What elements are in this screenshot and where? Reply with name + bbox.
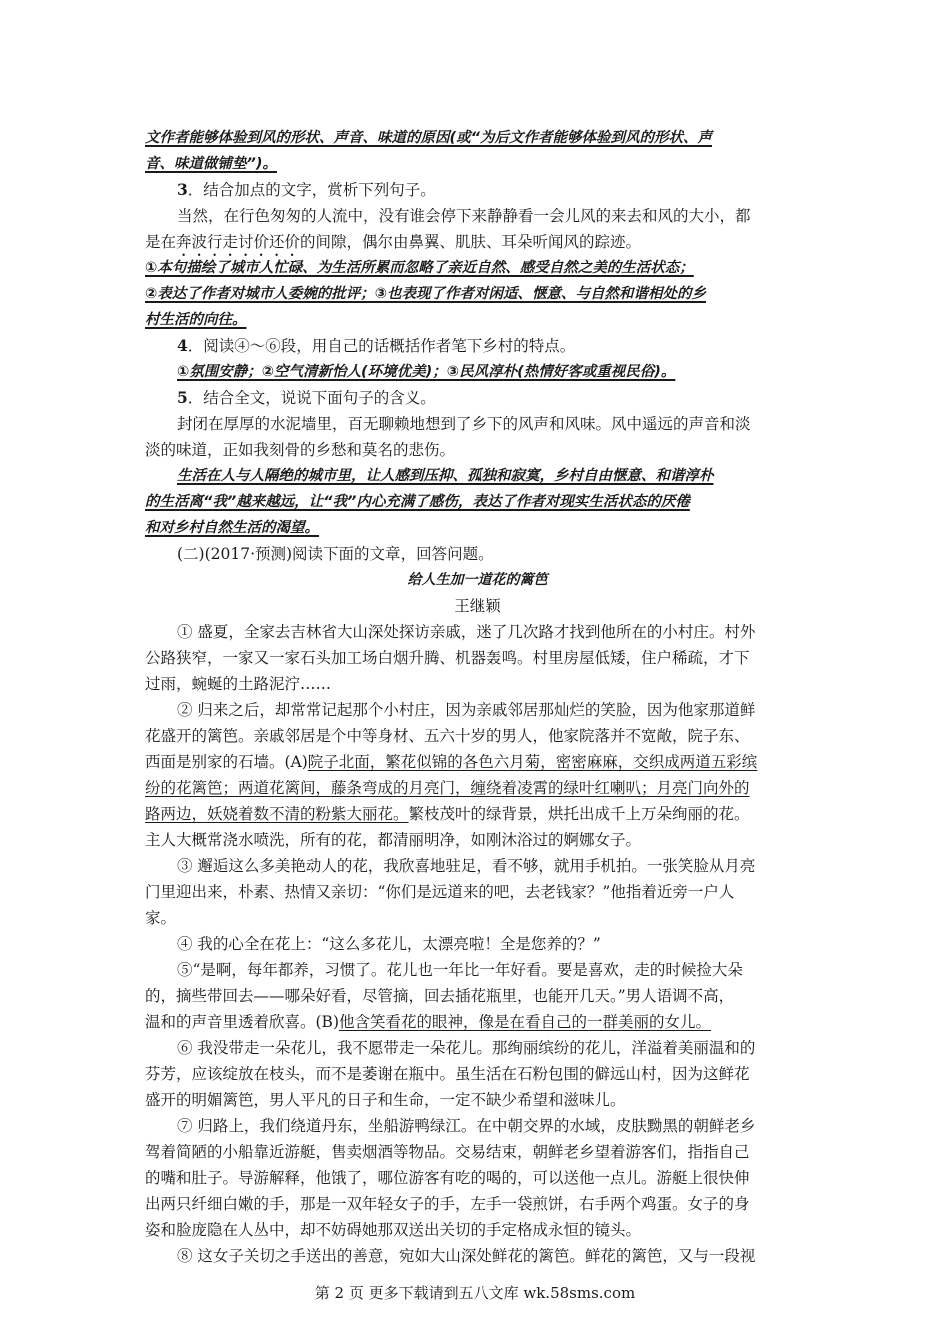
- quoted-sentence-line: 当然，在行色匆匆的人流中，没有谁会停下来静静看一会儿风的来去和风的大小，都: [177, 207, 751, 225]
- question-number: 4: [177, 336, 188, 355]
- paragraph-line: ⑤“是啊，每年都养，习惯了。花儿也一年比一年好看。要是喜欢，走的时候捡大朵: [177, 961, 743, 979]
- paragraph-line: 家。: [145, 909, 177, 927]
- paragraph-line: 姿和脸庞隐在人丛中，却不妨碍她那双送出关切的手定格成永恒的镜头。: [145, 1221, 642, 1239]
- question-number: 5: [177, 388, 188, 407]
- question-text: ．阅读④～⑥段，用自己的话概括作者笔下乡村的特点。: [187, 337, 576, 355]
- paragraph-line: ⑧ 这女子关切之手送出的善意，宛如大山深处鲜花的篱笆。鲜花的篱笆，又与一段视: [177, 1247, 756, 1265]
- paragraph-line: ③ 邂逅这么多美艳动人的花，我欣喜地驻足，看不够，就用手机拍。一张笑脸从月亮: [177, 857, 756, 875]
- answer-line: 文作者能够体验到风的形状、声音、味道的原因(或“为后文作者能够体验到风的形状、声: [145, 130, 712, 146]
- sentence-part: 繁枝茂叶的绿背景，烘托出成千上万朵绚丽的花。: [408, 805, 750, 823]
- dotted-emphasis-text: 奔波行走讨价还价: [176, 233, 301, 251]
- sentence-part: 温和的声音里透着欣喜。(B): [145, 1013, 339, 1031]
- paragraph-line: 公路狭窄，一家又一家石头加工场白烟升腾、机器轰鸣。村里房屋低矮，住户稀疏，才下: [145, 649, 750, 667]
- article-body: [145, 619, 810, 1269]
- answer-continuation: [145, 125, 810, 177]
- paragraph-line: 花盛开的篱笆。亲戚邻居是个中等身材、五六十岁的男人，他家院落并不宽敞，院子东、: [145, 727, 750, 745]
- paragraph-line: 主人大概常浇水喷洗，所有的花，都清丽明净，如刚沐浴过的婀娜女子。: [145, 831, 642, 849]
- question-text: ．结合全文，说说下面句子的含义。: [187, 389, 436, 407]
- question-3-prompt: [145, 177, 810, 203]
- paragraph-line: ① 盛夏，全家去吉林省大山深处探访亲戚，迷了几次路才找到他所在的小村庄。村外: [177, 623, 756, 641]
- paragraph-line: 芬芳，应该绽放在枝头，而不是萎谢在瓶中。虽生活在石粉包围的僻远山村，因为这鲜花: [145, 1065, 750, 1083]
- section-2-header: [145, 541, 810, 619]
- underlined-sentence-a: 路两边，妖娆着数不清的粉紫大丽花。: [145, 805, 409, 823]
- article-title: 给人生加一道花的篱笆: [407, 572, 548, 588]
- question-4-prompt: [145, 333, 810, 359]
- sentence-part: 的间隙，偶尔由鼻翼、肌肤、耳朵听闻风的踪迹。: [300, 233, 642, 251]
- quoted-sentence-line: [145, 229, 810, 255]
- paragraph-line: ⑦ 归路上，我们绕道丹东，坐船游鸭绿江。在中朝交界的水域，皮肤黝黑的朝鲜老乡: [177, 1117, 756, 1135]
- sentence-part: 西面是别家的石墙。(A): [145, 753, 308, 771]
- question-number: 3: [177, 180, 188, 199]
- answer-line: 音、味道做铺垫”)。: [145, 156, 277, 172]
- answer-line: ①氛围安静；②空气清新怡人(环境优美)；③民风淳朴(热情好客或重视民俗)。: [177, 364, 676, 380]
- paragraph-line: 门里迎出来，朴素、热情又亲切：“你们是远道来的吧，去老钱家？”他指着近旁一户人: [145, 883, 735, 901]
- question-text: ．结合加点的文字，赏析下列句子。: [187, 181, 436, 199]
- paragraph-line: ⑥ 我没带走一朵花儿，我不愿带走一朵花儿。那绚丽缤纷的花儿，洋溢着美丽温和的: [177, 1039, 756, 1057]
- paragraph-line: ④ 我的心全在花上：“这么多花儿，太漂亮啦！全是您养的？”: [177, 935, 601, 953]
- answer-line: 和对乡村自然生活的渴望。: [145, 520, 319, 536]
- answer-line: ②表达了作者对城市人委婉的批评；③也表现了作者对闲适、惬意、与自然和谐相处的乡: [145, 286, 707, 302]
- quoted-sentence-line: 封闭在厚厚的水泥墙里，百无聊赖地想到了乡下的风声和风味。风中遥远的声音和淡: [177, 415, 751, 433]
- paragraph-line: [145, 801, 810, 827]
- underlined-sentence-b: 他含笑看花的眼神，像是在看自己的一群美丽的女儿。: [339, 1013, 712, 1031]
- answer-line: 的生活离“我”越来越远，让“我”内心充满了感伤，表达了作者对现实生活状态的厌倦: [145, 494, 690, 510]
- answer-line: 村生活的向往。: [145, 312, 247, 328]
- paragraph-line: [145, 775, 810, 801]
- paragraph-line: 过雨，蜿蜒的土路泥泞……: [145, 675, 332, 693]
- question-5-prompt: [145, 385, 810, 411]
- underlined-sentence-a: 纷的花篱笆；两道花篱间，藤条弯成的月亮门，缠绕着凌霄的绿叶红喇叭；月亮门向外的: [145, 779, 750, 797]
- paragraph-line: ② 归来之后，却常常记起那个小村庄，因为亲戚邻居那灿烂的笑脸，因为他家那道鲜: [177, 701, 756, 719]
- section-intro: (二)(2017·预测)阅读下面的文章，回答问题。: [177, 545, 494, 563]
- question-3: [145, 177, 810, 333]
- sentence-part: 是在: [145, 233, 177, 251]
- paragraph-line: 的嘴和肚子。导游解释，他饿了，哪位游客有吃的喝的，可以送他一点儿。游艇上很快伸: [145, 1169, 750, 1187]
- answer-line: 生活在人与人隔绝的城市里，让人感到压抑、孤独和寂寞，乡村自由惬意、和谐淳朴: [177, 468, 714, 484]
- paragraph-line: [145, 749, 810, 775]
- paragraph-line: 的，摘些带回去——哪朵好看，尽管摘，回去插花瓶里，也能开几天。”男人语调不高，: [145, 987, 735, 1005]
- paragraph-line: [145, 1009, 810, 1035]
- underlined-sentence-a: 院子北面，繁花似锦的各色六月菊，密密麻麻，交织成两道五彩缤: [307, 753, 758, 771]
- answer-line: ①本句描绘了城市人忙碌、为生活所累而忽略了亲近自然、感受自然之美的生活状态；: [145, 260, 694, 276]
- question-4: [145, 333, 810, 385]
- paragraph-line: 出两只纤细白嫩的手，那是一双年轻女子的手，左手一袋煎饼，右手两个鸡蛋。女子的身: [145, 1195, 750, 1213]
- quoted-sentence-line: 淡的味道，正如我刻骨的乡愁和莫名的悲伤。: [145, 441, 456, 459]
- paragraph-line: 驾着简陋的小船靠近游艇，售卖烟酒等物品。交易结束，朝鲜老乡望着游客们，指指自己: [145, 1143, 750, 1161]
- page-footer: 第 2 页 更多下载请到五八文库 wk.58sms.com: [314, 1284, 636, 1302]
- article-author: 王继颖: [454, 597, 501, 615]
- question-5: [145, 385, 810, 541]
- paragraph-line: 盛开的明媚篱笆，男人平凡的日子和生命，一定不缺少希望和滋味儿。: [145, 1091, 626, 1109]
